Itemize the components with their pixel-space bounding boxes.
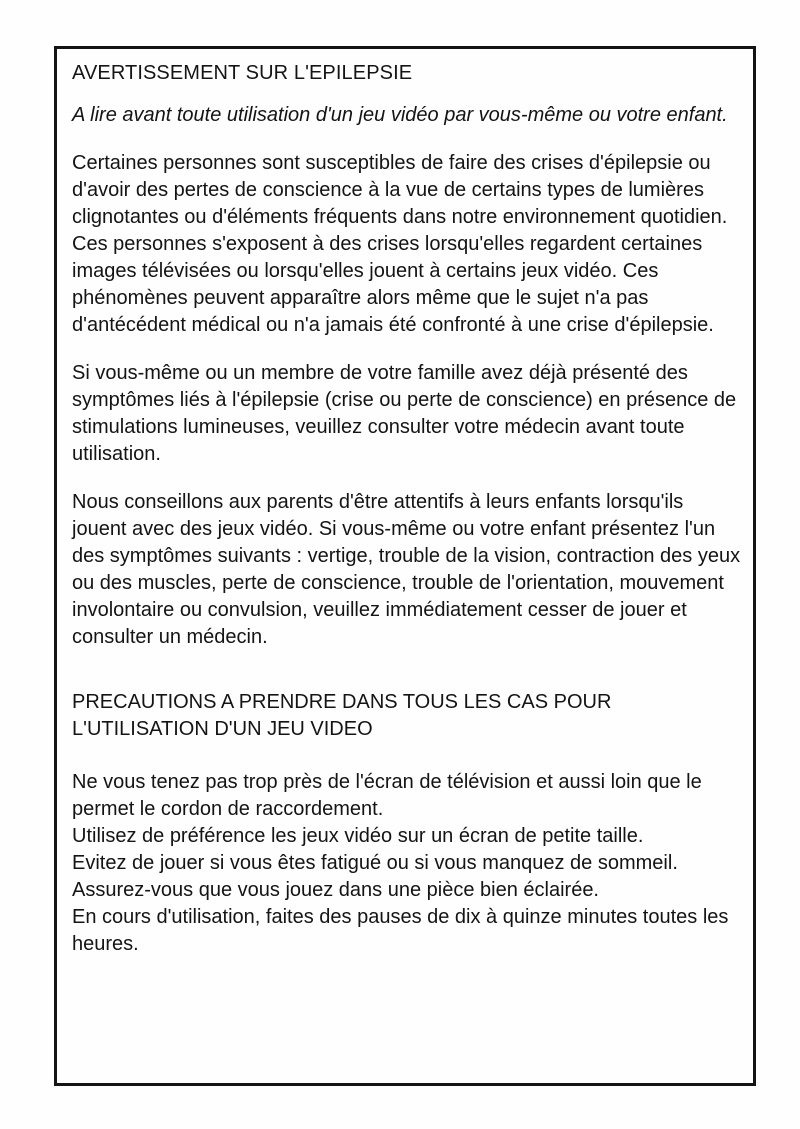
paragraph-seizure-risk: Certaines personnes sont susceptibles de faire des crises d'épilepsie ou d'avoir des pertes de conscience à la vue de certains types de lumières clignotantes ou d'éléments fréquents dans notre environnement quotidien. Ces personnes s'exposent à des crises lorsqu'elles regardent certaines images télévisées ou lorsqu'elles jouent à certains jeux vidéo. Ces phénomènes peuvent apparaître alors même que le sujet n'a pas d'antécédent médical ou n'a jamais été confronté à une crise d'épilepsie.	[72, 152, 728, 336]
precaution-item-lighting: Assurez-vous que vous jouez dans une pièce bien éclairée.	[72, 879, 599, 901]
precautions-heading-line-2: L'UTILISATION D'UN JEU VIDEO	[72, 718, 373, 740]
precautions-heading-line-1: PRECAUTIONS A PRENDRE DANS TOUS LES CAS POUR	[72, 691, 612, 713]
precaution-item-screen-size: Utilisez de préférence les jeux vidéo sur un écran de petite taille.	[72, 825, 644, 847]
precaution-item-breaks: En cours d'utilisation, faites des pauses de dix à quinze minutes toutes les heures.	[72, 906, 729, 955]
precautions-list	[72, 769, 742, 958]
warning-content	[72, 60, 742, 958]
precautions-heading	[72, 689, 742, 743]
paragraph-parental-advice: Nous conseillons aux parents d'être attentifs à leurs enfants lorsqu'ils jouent avec des jeux vidéo. Si vous-même ou votre enfant présentez l'un des symptômes suivants : vertige, trouble de la vision, contraction des yeux ou des muscles, perte de conscience, trouble de l'orientation, mouvement involontaire ou convulsion, veuillez immédiatement cesser de jouer et consulter un médecin.	[72, 491, 741, 648]
paragraph-consult-doctor: Si vous-même ou un membre de votre famille avez déjà présenté des symptômes liés à l'épilepsie (crise ou perte de conscience) en présence de stimulations lumineuses, veuillez consulter votre médecin avant toute utilisation.	[72, 362, 737, 465]
epilepsy-warning-heading: AVERTISSEMENT SUR L'EPILEPSIE	[72, 62, 413, 84]
precaution-item-distance: Ne vous tenez pas trop près de l'écran de télévision et aussi loin que le permet le cordon de raccordement.	[72, 771, 702, 820]
precaution-item-fatigue: Evitez de jouer si vous êtes fatigué ou si vous manquez de sommeil.	[72, 852, 678, 874]
warning-subtitle: A lire avant toute utilisation d'un jeu vidéo par vous-même ou votre enfant.	[72, 104, 728, 126]
